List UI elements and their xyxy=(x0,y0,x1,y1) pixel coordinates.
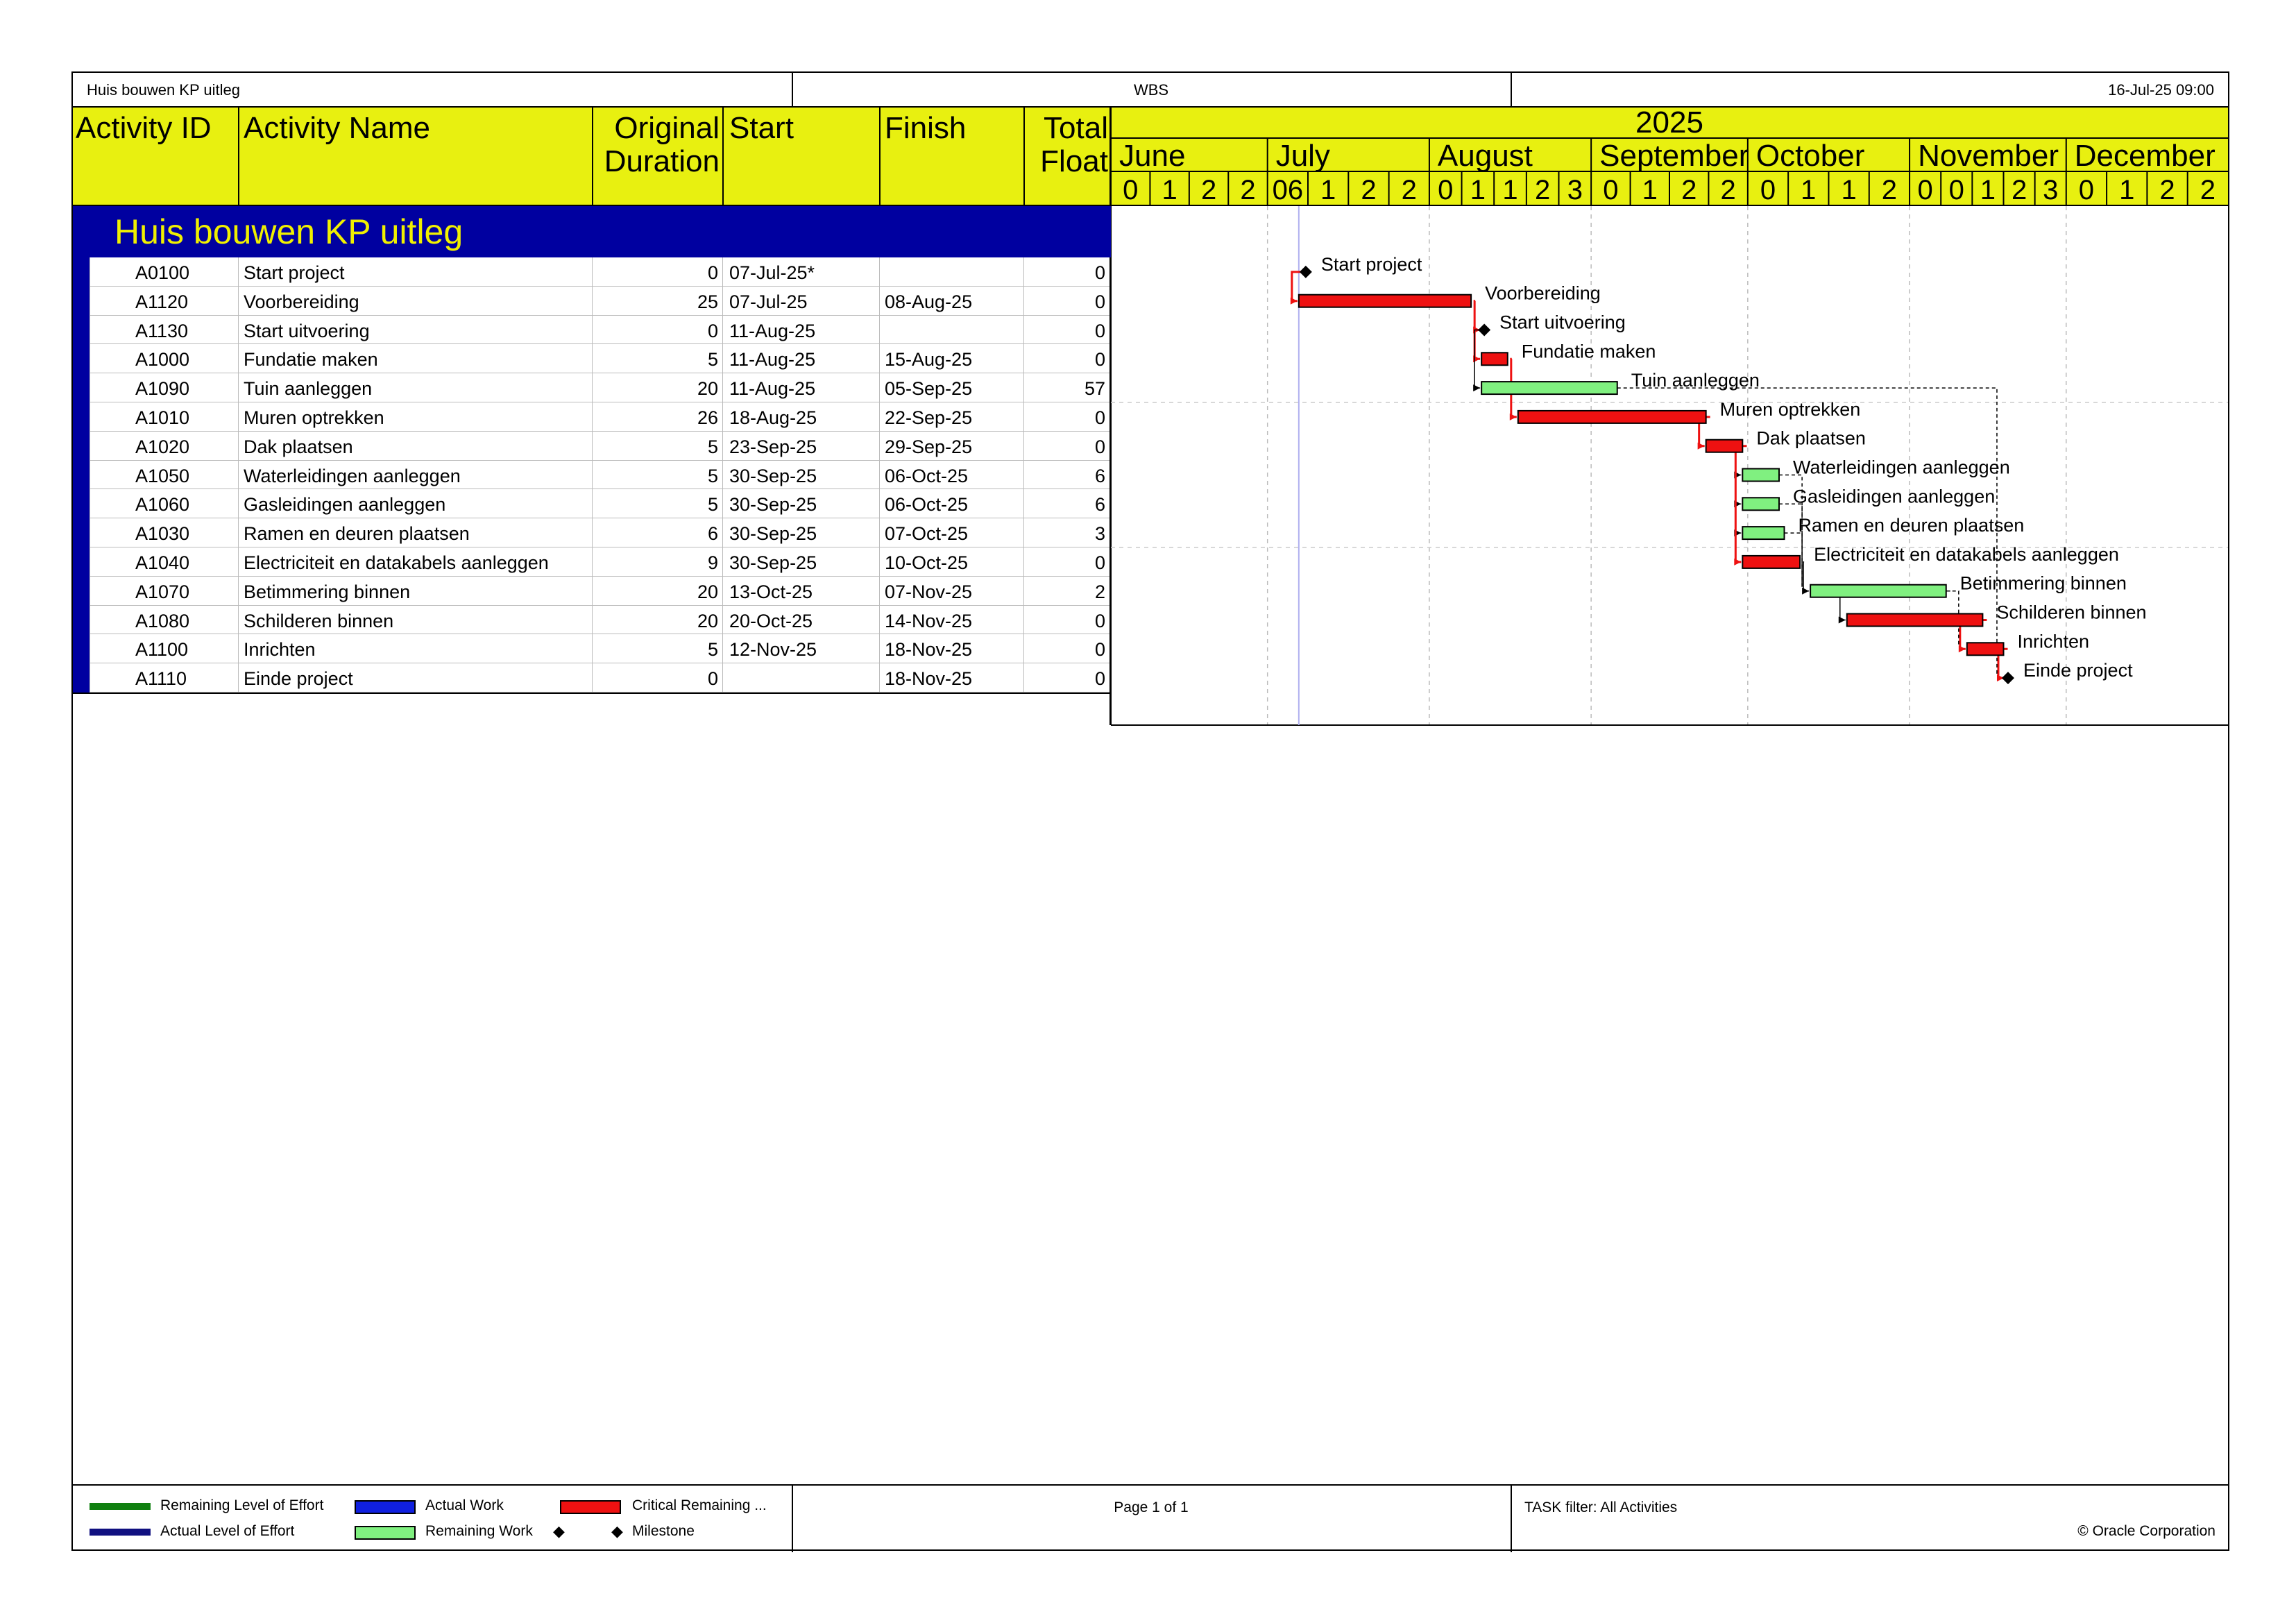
activity-finish: 22-Sep-25 xyxy=(885,407,973,428)
activity-duration: 0 xyxy=(707,262,718,283)
activity-name: Start project xyxy=(244,262,345,283)
activity-duration: 9 xyxy=(707,552,718,573)
bar-label: Start project xyxy=(1320,253,1422,275)
activity-float: 6 xyxy=(1094,494,1105,516)
activity-finish: 07-Oct-25 xyxy=(885,523,969,545)
bar-label: Muren optrekken xyxy=(1719,398,1861,420)
activity-float: 0 xyxy=(1094,552,1105,573)
activity-name: Voorbereiding xyxy=(244,291,359,312)
activity-finish: 08-Aug-25 xyxy=(885,291,973,312)
activity-bar xyxy=(1967,643,2004,655)
activity-finish: 05-Sep-25 xyxy=(885,378,973,400)
month-label: June xyxy=(1119,139,1186,173)
activity-duration: 0 xyxy=(707,668,718,690)
relationship-line xyxy=(1803,562,1809,591)
activity-float: 0 xyxy=(1094,436,1105,457)
week-label: 2 xyxy=(1401,175,1417,205)
legend-milestone: Milestone xyxy=(632,1523,695,1539)
week-label: 1 xyxy=(1162,175,1177,205)
activity-duration: 25 xyxy=(697,291,718,312)
bar-label: Tuin aanleggen xyxy=(1631,370,1760,391)
column-divider xyxy=(879,257,880,692)
activity-finish xyxy=(885,317,1021,345)
legend-remaining-work: Remaining Work xyxy=(425,1523,533,1539)
activity-duration: 5 xyxy=(707,494,718,516)
month-label: October xyxy=(1755,139,1865,173)
activity-finish: 15-Aug-25 xyxy=(885,349,973,371)
activity-duration: 26 xyxy=(697,407,718,428)
activity-duration: 5 xyxy=(707,639,718,661)
col-activity-id: Activity ID xyxy=(76,111,212,145)
week-label: 1 xyxy=(1841,175,1857,205)
gantt-chart xyxy=(1111,108,2228,726)
week-label: 2 xyxy=(1240,175,1256,205)
week-label: 2 xyxy=(1720,175,1736,205)
relationship-line xyxy=(1735,446,1746,533)
month-label: December xyxy=(2074,139,2216,173)
bar-label: Einde project xyxy=(2023,660,2133,681)
activity-id: A1130 xyxy=(135,320,189,341)
legend-swatch-remaining-work xyxy=(355,1526,416,1540)
activity-id: A1020 xyxy=(135,436,190,457)
col-finish: Finish xyxy=(885,111,967,145)
activity-float: 3 xyxy=(1094,523,1105,545)
activity-float: 6 xyxy=(1094,465,1105,486)
relationship-arrow xyxy=(1734,559,1741,566)
activity-id: A0100 xyxy=(135,262,190,283)
bar-label: Electriciteit en datakabels aanleggen xyxy=(1814,543,2119,565)
milestone-diamond-icon xyxy=(2002,672,2014,684)
week-label: 1 xyxy=(2119,175,2135,205)
activity-float: 2 xyxy=(1094,581,1105,602)
activity-finish: 29-Sep-25 xyxy=(885,436,973,457)
week-label: 1 xyxy=(1320,175,1336,205)
week-label: 1 xyxy=(1801,175,1817,205)
activity-start: 07-Jul-25 xyxy=(729,291,808,312)
week-label: 06 xyxy=(1272,175,1304,205)
activity-finish: 07-Nov-25 xyxy=(885,581,973,602)
activity-name: Gasleidingen aanleggen xyxy=(244,494,446,516)
bar-label: Voorbereiding xyxy=(1485,282,1601,304)
week-label: 2 xyxy=(1361,175,1377,205)
activity-start: 11-Aug-25 xyxy=(729,378,816,400)
activity-name: Einde project xyxy=(244,668,353,690)
wbs-indent-strip xyxy=(73,257,90,692)
col-duration-line2: Duration xyxy=(604,144,720,178)
legend-diamond-icon: ◆ xyxy=(553,1522,565,1540)
activity-name: Muren optrekken xyxy=(244,407,384,428)
week-label: 1 xyxy=(1642,175,1658,205)
activity-duration: 6 xyxy=(707,523,718,545)
activity-id: A1060 xyxy=(135,494,190,516)
column-divider xyxy=(238,257,239,692)
activity-id: A1050 xyxy=(135,465,190,486)
table-bottom-line xyxy=(73,692,1111,694)
bar-label: Inrichten xyxy=(2017,631,2090,652)
section-label: WBS xyxy=(1133,81,1169,99)
week-label: 0 xyxy=(2078,175,2095,205)
activity-float: 0 xyxy=(1094,291,1105,312)
activity-bar xyxy=(1706,440,1743,452)
task-filter: TASK filter: All Activities xyxy=(1524,1499,1678,1515)
activity-name: Start uitvoering xyxy=(244,320,370,341)
activity-float: 0 xyxy=(1094,262,1105,283)
activity-start: 12-Nov-25 xyxy=(729,639,817,661)
month-label: August xyxy=(1437,139,1533,173)
activity-id: A1070 xyxy=(135,581,190,602)
week-label: 0 xyxy=(1123,175,1139,205)
activity-id: A1080 xyxy=(135,610,190,631)
col-duration-line1: Original xyxy=(614,111,720,145)
bar-label: Waterleidingen aanleggen xyxy=(1792,457,2010,478)
activity-id: A1090 xyxy=(135,378,190,400)
week-label: 0 xyxy=(1438,175,1454,205)
week-label: 1 xyxy=(1502,175,1518,205)
project-title: Huis bouwen KP uitleg xyxy=(87,81,240,99)
activity-bar xyxy=(1299,295,1471,307)
relationship-arrow xyxy=(1510,414,1517,420)
activity-id: A1100 xyxy=(135,639,189,661)
activity-float: 0 xyxy=(1094,320,1105,341)
activity-name: Tuin aanleggen xyxy=(244,378,373,400)
legend-actual-work: Actual Work xyxy=(425,1497,504,1513)
relationship-arrow xyxy=(1291,298,1298,305)
activity-float: 0 xyxy=(1094,668,1105,690)
week-label: 2 xyxy=(2200,175,2216,205)
legend-swatch-critical xyxy=(560,1500,621,1514)
wbs-band-label: Huis bouwen KP uitleg xyxy=(114,212,464,251)
activity-duration: 0 xyxy=(707,320,718,341)
legend-swatch-remaining-loe xyxy=(90,1503,151,1510)
activity-name: Waterleidingen aanleggen xyxy=(244,465,461,486)
activity-start: 11-Aug-25 xyxy=(729,320,816,341)
activity-start: 18-Aug-25 xyxy=(729,407,817,428)
activity-bar xyxy=(1481,352,1508,365)
activity-duration: 5 xyxy=(707,465,718,486)
week-label: 3 xyxy=(1567,175,1583,205)
activity-start: 30-Sep-25 xyxy=(729,552,817,573)
activity-name: Schilderen binnen xyxy=(244,610,394,631)
report-frame xyxy=(71,71,2229,1551)
timeline-year: 2025 xyxy=(1635,108,1703,139)
activity-duration: 5 xyxy=(707,349,718,371)
activity-float: 57 xyxy=(1084,378,1105,400)
activity-start xyxy=(729,665,875,692)
report-timestamp: 16-Jul-25 09:00 xyxy=(2108,81,2214,99)
activity-finish: 18-Nov-25 xyxy=(885,668,973,690)
activity-float: 0 xyxy=(1094,349,1105,371)
bar-label: Start uitvoering xyxy=(1499,312,1626,333)
activity-bar xyxy=(1742,556,1800,568)
bar-label: Betimmering binnen xyxy=(1959,572,2127,594)
legend-actual-loe: Actual Level of Effort xyxy=(160,1523,295,1539)
activity-name: Inrichten xyxy=(244,639,316,661)
activity-start: 13-Oct-25 xyxy=(729,581,813,602)
activity-finish: 10-Oct-25 xyxy=(885,552,969,573)
week-label: 1 xyxy=(1980,175,1996,205)
bar-label: Fundatie maken xyxy=(1521,341,1656,362)
legend-swatch-actual-loe xyxy=(90,1529,151,1536)
activity-finish: 06-Oct-25 xyxy=(885,494,969,516)
column-divider xyxy=(592,257,593,692)
week-label: 0 xyxy=(1948,175,1964,205)
activity-id: A1030 xyxy=(135,523,190,545)
legend-swatch-actual-work xyxy=(355,1500,416,1514)
activity-bar xyxy=(1742,469,1779,482)
week-label: 2 xyxy=(1881,175,1898,205)
relationship-arrow xyxy=(1698,443,1705,450)
week-label: 3 xyxy=(2043,175,2059,205)
activity-name: Betimmering binnen xyxy=(244,581,411,602)
column-divider xyxy=(722,257,723,692)
activity-start: 30-Sep-25 xyxy=(729,523,817,545)
relationship-arrow xyxy=(1959,645,1966,652)
activity-duration: 20 xyxy=(697,378,718,400)
activity-bar xyxy=(1742,498,1779,510)
week-label: 2 xyxy=(1681,175,1697,205)
relationship-arrow xyxy=(1473,384,1480,391)
activity-finish: 06-Oct-25 xyxy=(885,465,969,486)
activity-start: 30-Sep-25 xyxy=(729,465,817,486)
activity-name: Dak plaatsen xyxy=(244,436,353,457)
activity-float: 0 xyxy=(1094,407,1105,428)
activity-duration: 20 xyxy=(697,581,718,602)
bar-label: Ramen en deuren plaatsen xyxy=(1798,515,2025,536)
week-label: 0 xyxy=(1603,175,1619,205)
activity-name: Fundatie maken xyxy=(244,349,378,371)
activity-float: 0 xyxy=(1094,610,1105,631)
month-label: July xyxy=(1275,139,1330,173)
relationship-arrow xyxy=(1802,588,1809,595)
copyright: © Oracle Corporation xyxy=(2077,1523,2216,1539)
activity-bar xyxy=(1810,585,1946,597)
col-float-line2: Float xyxy=(1040,144,1108,178)
week-label: 0 xyxy=(1917,175,1933,205)
activity-start: 23-Sep-25 xyxy=(729,436,817,457)
legend-critical-remaining: Critical Remaining ... xyxy=(632,1497,767,1513)
activity-name: Ramen en deuren plaatsen xyxy=(244,523,470,545)
legend-remaining-loe: Remaining Level of Effort xyxy=(160,1497,324,1513)
activity-id: A1120 xyxy=(135,291,189,312)
relationship-line xyxy=(1474,301,1480,330)
activity-id: A1040 xyxy=(135,552,190,573)
bar-label: Gasleidingen aanleggen xyxy=(1792,486,1996,507)
week-label: 2 xyxy=(1535,175,1551,205)
activity-finish: 14-Nov-25 xyxy=(885,610,973,631)
activity-bar xyxy=(1742,527,1784,539)
col-float-line1: Total xyxy=(1044,111,1108,145)
page-number: Page 1 of 1 xyxy=(1114,1499,1189,1515)
activity-id: A1010 xyxy=(135,407,190,428)
activity-bar xyxy=(1518,411,1706,423)
activity-finish xyxy=(885,259,1021,287)
activity-start: 30-Sep-25 xyxy=(729,494,817,516)
week-label: 1 xyxy=(1470,175,1486,205)
column-divider xyxy=(1023,257,1024,692)
col-activity-name: Activity Name xyxy=(244,111,430,145)
activity-id: A1000 xyxy=(135,349,190,371)
relationship-arrow xyxy=(1839,617,1846,624)
month-label: November xyxy=(1918,139,2059,173)
activity-bar xyxy=(1481,382,1617,394)
milestone-diamond-icon: ◆ xyxy=(611,1522,623,1540)
bar-label: Schilderen binnen xyxy=(1996,602,2147,623)
activity-duration: 20 xyxy=(697,610,718,631)
week-label: 2 xyxy=(2011,175,2027,205)
activity-float: 0 xyxy=(1094,639,1105,661)
activity-bar xyxy=(1847,614,1983,627)
activity-id: A1110 xyxy=(135,668,187,690)
milestone-diamond-icon xyxy=(1478,324,1490,337)
activity-finish: 18-Nov-25 xyxy=(885,639,973,661)
activity-duration: 5 xyxy=(707,436,718,457)
milestone-diamond-icon xyxy=(1300,266,1312,278)
week-label: 0 xyxy=(1760,175,1776,205)
bar-label: Dak plaatsen xyxy=(1756,427,1866,449)
activity-start: 20-Oct-25 xyxy=(729,610,813,631)
activity-start: 11-Aug-25 xyxy=(729,349,816,371)
week-label: 2 xyxy=(2159,175,2175,205)
col-start: Start xyxy=(729,111,794,145)
activity-name: Electriciteit en datakabels aanleggen xyxy=(244,552,549,573)
month-label: September xyxy=(1599,139,1749,173)
week-label: 2 xyxy=(1200,175,1217,205)
activity-start: 07-Jul-25* xyxy=(729,262,815,283)
